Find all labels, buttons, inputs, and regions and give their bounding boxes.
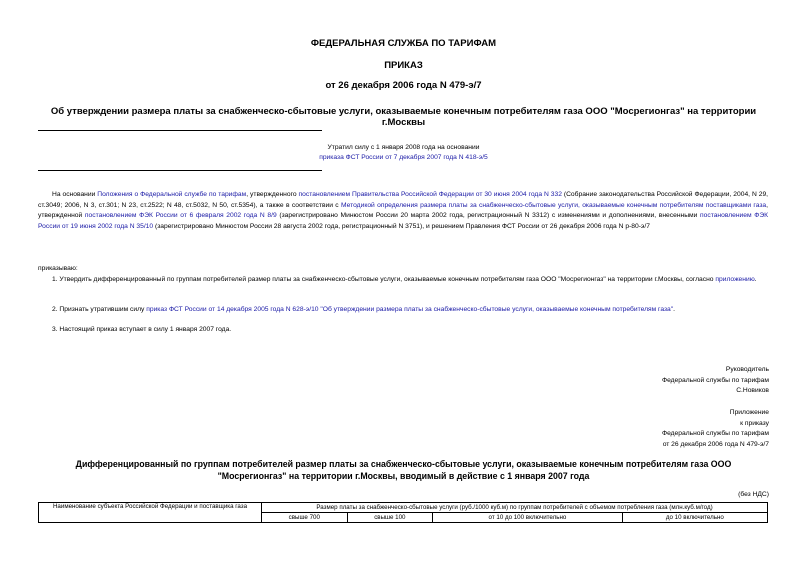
link-appendix[interactable]: приложению <box>715 276 755 283</box>
order-intro: приказываю: <box>38 265 78 272</box>
link-methodology[interactable]: Методикой определения размера платы за снабженческо-сбытовые услуги, оказываемые конечным потребителям поставщиками газа <box>340 201 767 209</box>
agency-name: ФЕДЕРАЛЬНАЯ СЛУЖБА ПО ТАРИФАМ <box>310 38 497 49</box>
order-item-1-text: 1. Утвердить дифференцированный по группам потребителей размер платы за снабженческо-сбытовые услуги, оказываемые конечным потребителям газа ООО "Мосрегионгаз" на территории г.Москвы, согласно <box>52 276 714 283</box>
link-fek-resolution-8-9[interactable]: постановлением ФЭК России от 6 февраля 2002 года N 8/9 <box>84 212 277 219</box>
col-header-over-100: свыше 100 <box>347 513 433 523</box>
preamble-paragraph <box>38 190 768 232</box>
table-title-line-2: "Мосрегионгаз" на территории г.Москвы, вводимый в действие с 1 января 2007 года <box>217 471 590 481</box>
table-title <box>30 458 777 482</box>
appendix-block <box>662 408 769 450</box>
order-item-1 <box>38 275 768 286</box>
order-item-1-end: . <box>754 276 757 283</box>
divider-bottom <box>38 170 322 171</box>
signature-name: С.Новиков <box>736 387 769 394</box>
col-header-fee-group: Размер платы за снабженческо-сбытовые услуги (руб./1000 куб.м) по группам потребителей с объемом потребления газа (млн.куб.м/год) <box>262 503 768 513</box>
link-order-628[interactable]: приказ ФСТ России от 14 декабря 2005 года N 628-э/10 "Об утверждении размера платы за снабженческо-сбытовые услуги, оказываемые конечным потребителям газа" <box>146 306 674 313</box>
col-header-10-to-100: от 10 до 100 включительно <box>433 513 623 523</box>
order-item-2-text: 2. Признать утратившим силу <box>52 306 145 313</box>
link-government-resolution[interactable]: постановлением Правительства Российской Федерации от 30 июня 2004 года N 332 <box>298 191 562 198</box>
link-fst-regulation[interactable]: Положения о Федеральной службе по тарифам <box>97 191 247 198</box>
order-item-2 <box>38 305 768 316</box>
document-date-number: от 26 декабря 2006 года N 479-э/7 <box>325 80 482 91</box>
link-fek-resolution-35-10[interactable]: постановлением ФЭК России от 19 июня 2002 года N 35/10 <box>38 212 769 230</box>
order-item-3: 3. Настоящий приказ вступает в силу 1 января 2007 года. <box>52 326 232 333</box>
preamble-text: (зарегистрировано Минюстом России 28 августа 2002 года, регистрационный N 3751), и решением Правления ФСТ России от 26 декабря 2006 года N р-80-э/7 <box>154 222 650 230</box>
order-item-2-end: . <box>673 306 676 313</box>
divider-top <box>38 130 322 131</box>
status-note: Утратил силу с 1 января 2008 года на основании <box>327 144 480 151</box>
document-title: Об утверждении размера платы за снабженческо-сбытовые услуги, оказываемые конечным потребителям газа ООО "Мосрегионгаз" на территории г.Москвы <box>50 106 757 128</box>
appendix-label: Приложение <box>729 409 769 416</box>
table-header-row <box>39 503 768 513</box>
preamble-text: На основании <box>52 191 96 198</box>
signature-block <box>662 365 769 397</box>
preamble-text: (зарегистрировано Минюстом России 20 марта 2002 года, регистрационный N 3312) с изменениями и дополнениями, внесенными <box>279 212 698 219</box>
signature-position: Руководитель <box>725 366 769 373</box>
col-header-up-to-10: до 10 включительно <box>622 513 767 523</box>
signature-agency: Федеральной службы по тарифам <box>662 376 769 384</box>
document-type: ПРИКАЗ <box>384 60 423 71</box>
preamble-text: , утвержденного <box>246 191 297 198</box>
preamble-text: (Собрание законодательства Российской Федерации, 2004, N 29, ст.3049; 2006, N 3, ст.301; N 23, ст.2522; N 48, ст.5032, N 50, ст.5354), а также в соответствии с <box>38 191 769 209</box>
appendix-date: от 26 декабря 2006 года N 479-э/7 <box>662 440 769 448</box>
col-header-subject: Наименование субъекта Российской Федерации и поставщика газа <box>39 503 262 523</box>
status-link[interactable]: приказа ФСТ России от 7 декабря 2007 года N 418-э/5 <box>319 154 488 161</box>
appendix-agency: Федеральной службы по тарифам <box>662 430 769 437</box>
fee-table <box>38 502 768 523</box>
table-title-line-1: Дифференцированный по группам потребителей размер платы за снабженческо-сбытовые услуги, оказываемые конечным потребителям газа ООО <box>75 459 732 469</box>
vat-note: (без НДС) <box>738 491 769 498</box>
preamble-text: , утвержденной <box>38 201 768 219</box>
col-header-over-700: свыше 700 <box>262 513 348 523</box>
appendix-to-order: к приказу <box>740 419 769 427</box>
